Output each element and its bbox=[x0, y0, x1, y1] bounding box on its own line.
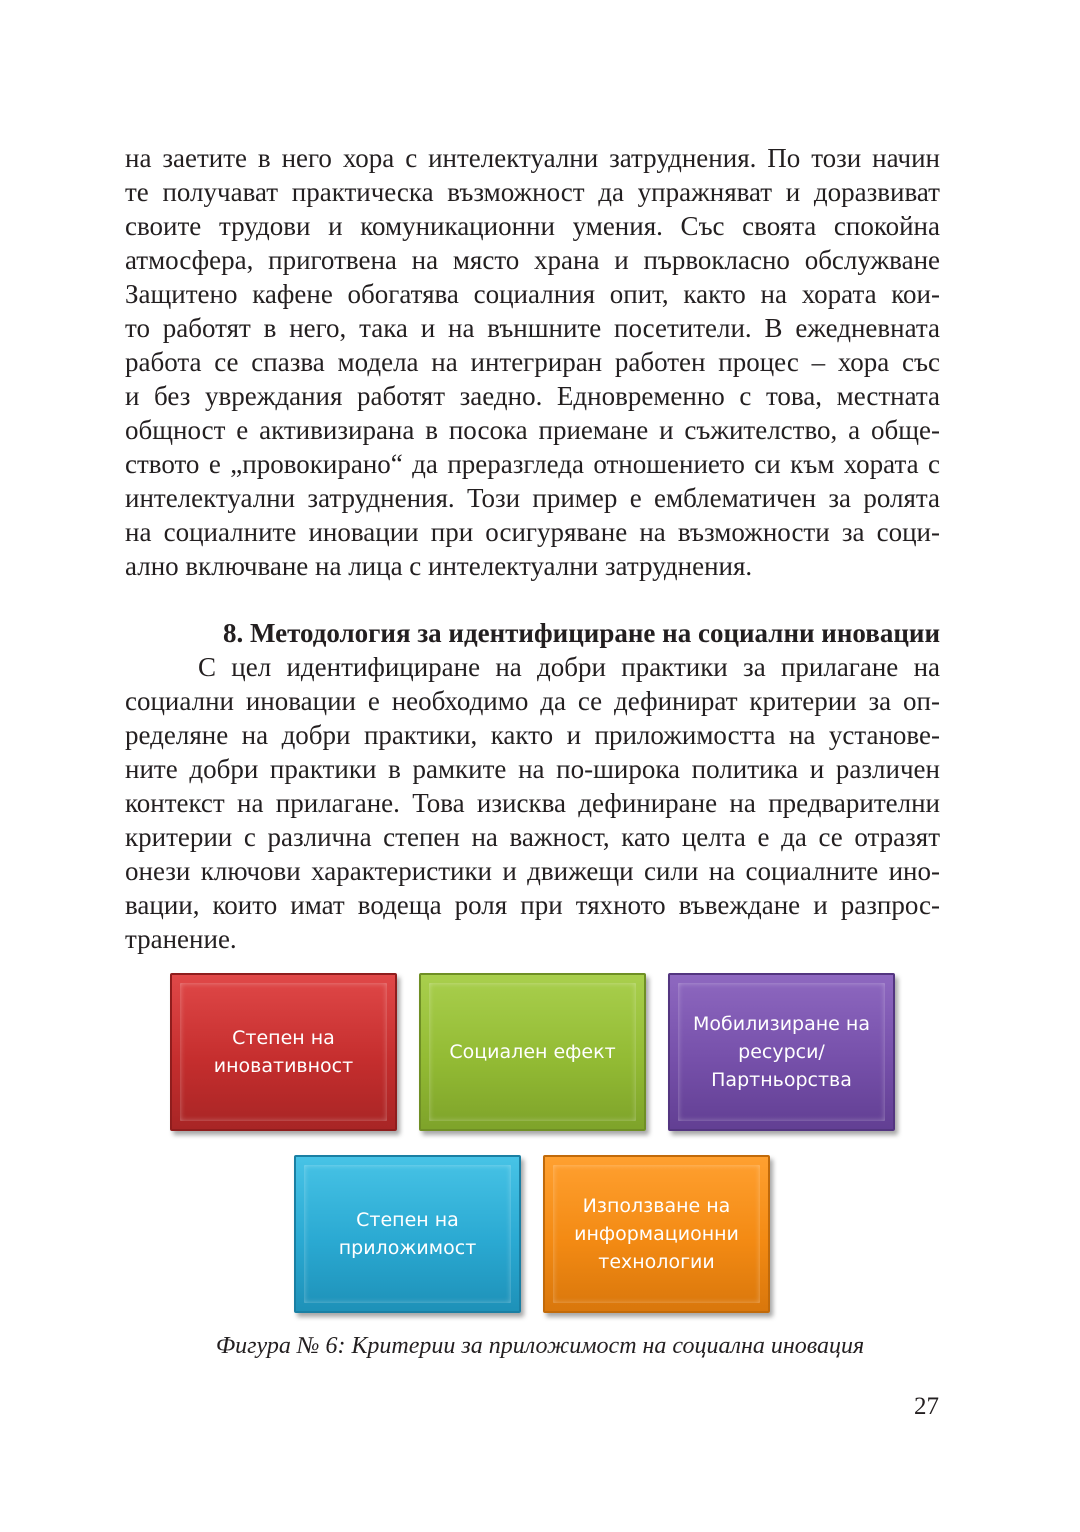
text-line: атмосфера, приготвена на място храна и първокласно обслужване bbox=[125, 245, 940, 275]
text-line: вации, които имат водеща роля при тяхното въвеждане и разпрос- bbox=[125, 890, 940, 920]
text-line: ално включване на лица с интелектуални затруднения. bbox=[125, 551, 753, 581]
text-line: Защитено кафене обогатява социалния опит, както на хората кои- bbox=[125, 279, 940, 309]
text-line: контекст на прилагане. Това изисква дефиниране на предварителни bbox=[125, 788, 940, 818]
paragraph-social-cafe bbox=[125, 141, 940, 583]
criterion-box-innovativeness bbox=[170, 973, 397, 1131]
figure-caption: Фигура № 6: Критерии за приложимост на социална иновация bbox=[215, 1333, 865, 1359]
criterion-label: Социален ефект bbox=[449, 1041, 616, 1063]
criterion-label: Мобилизиране на ресурси/Партньорства bbox=[693, 1013, 870, 1091]
text-line: своите трудови и комуникационни умения. Със своята спокойна bbox=[125, 211, 940, 241]
text-line: ните добри практики в рамките на по-широка политика и различен bbox=[125, 754, 940, 784]
text-line: ството е „провокирано“ да преразгледа отношението си към хората с bbox=[125, 449, 940, 479]
criterion-box-resource-mobilization bbox=[668, 973, 895, 1131]
criterion-label: Степен на приложимост bbox=[338, 1209, 477, 1259]
text-line: общност е активизирана в посока приемане и съжителство, а обще- bbox=[125, 415, 940, 445]
text-line: критерии с различна степен на важност, като целта е да се отразят bbox=[125, 822, 940, 852]
paragraph-methodology bbox=[125, 650, 940, 956]
text-line: онези ключови характеристики и движещи сили на социалните ино- bbox=[125, 856, 940, 886]
criterion-box-social-effect bbox=[419, 973, 646, 1131]
criterion-label: Степен на иновативност bbox=[213, 1027, 354, 1077]
page-number: 27 bbox=[914, 1393, 939, 1420]
text-line: то работят в него, така и на външните посетители. В ежедневната bbox=[125, 313, 940, 343]
criterion-label: Използване на информационни технологии bbox=[574, 1195, 739, 1273]
text-line: С цел идентифициране на добри практики за прилагане на bbox=[198, 652, 940, 682]
text-line: на заетите в него хора с интелектуални затруднения. По този начин bbox=[125, 143, 940, 173]
criterion-box-applicability bbox=[294, 1155, 521, 1313]
page-body bbox=[125, 141, 940, 956]
text-line: транение. bbox=[125, 924, 237, 954]
section-heading: 8. Методология за идентифициране на социални иновации bbox=[222, 618, 940, 648]
text-line: и без увреждания работят заедно. Едновременно с това, местната bbox=[125, 381, 940, 411]
text-line: ределяне на добри практики, както и приложимостта на установе- bbox=[125, 720, 940, 750]
criterion-box-information-technologies bbox=[543, 1155, 770, 1313]
text-line: на социалните иновации при осигуряване на възможности за соци- bbox=[125, 517, 940, 547]
text-line: работа се спазва модела на интегриран работен процес – хора със bbox=[125, 347, 940, 377]
text-line: социални иновации е необходимо да се дефинират критерии за оп- bbox=[125, 686, 940, 716]
text-line: интелектуални затруднения. Този пример е емблематичен за ролята bbox=[125, 483, 940, 513]
text-line: те получават практическа възможност да упражняват и доразвиват bbox=[125, 177, 940, 207]
